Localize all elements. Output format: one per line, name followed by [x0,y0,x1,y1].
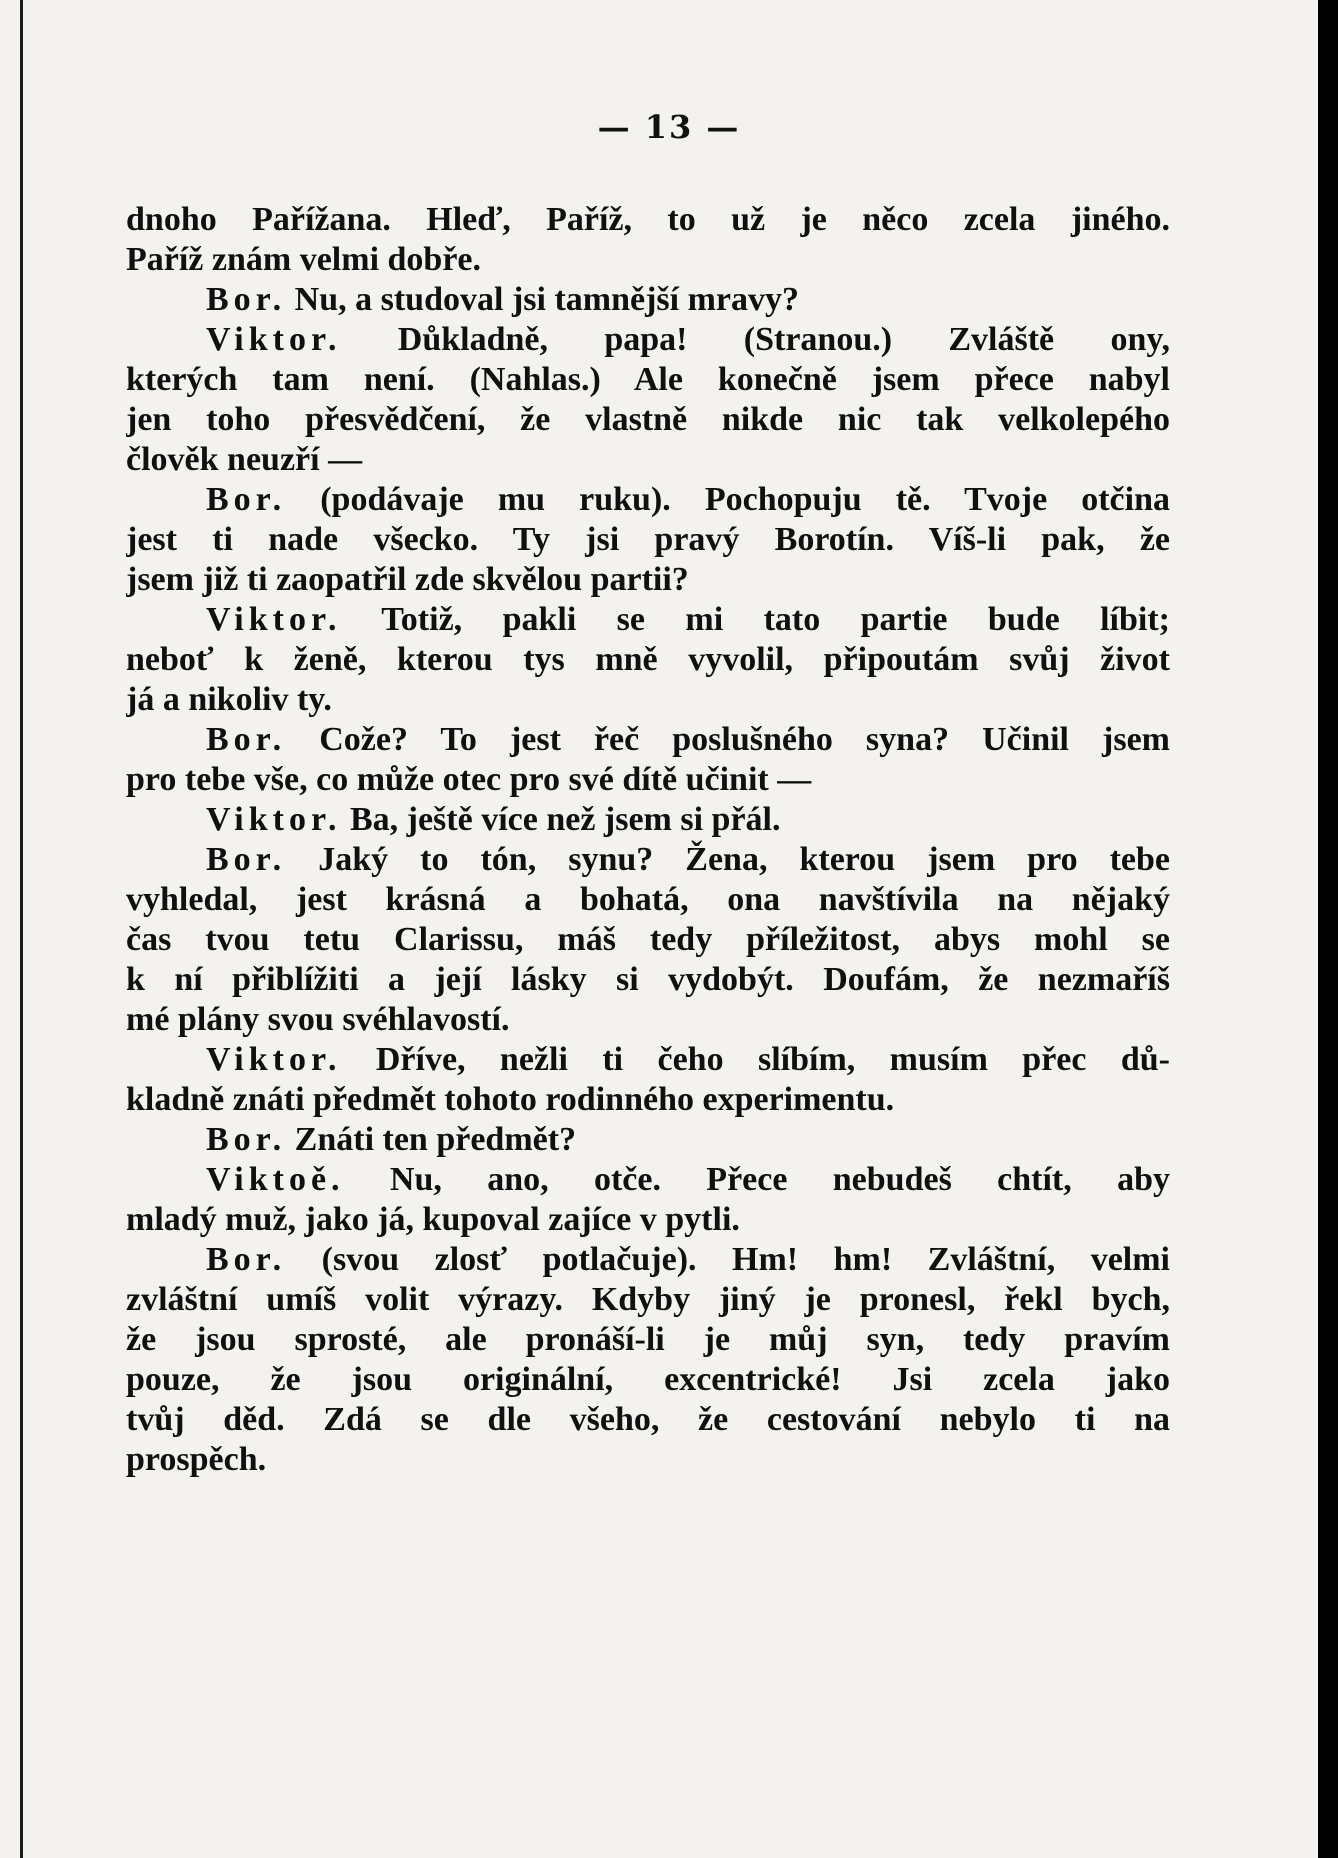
text-line: zvláštní umíš volit výrazy. Kdyby jiný je pronesl, řekl bych, [126,1281,1170,1318]
speaker-name: Bor. [206,1121,287,1158]
text-line: Viktor. Ba, ještě více než jsem si přál. [206,801,781,838]
text-line: mladý muž, jako já, kupoval zajíce v pytli. [126,1201,740,1238]
text-line: pro tebe vše, co může otec pro své dítě učinit — [126,761,812,798]
text-line: Viktor. Důkladně, papa! (Stranou.) Zvláště ony, [206,321,1170,358]
text-line: kladně znáti předmět tohoto rodinného experimentu. [126,1081,895,1118]
text-line: pouze, že jsou originální, excentrické! Jsi zcela jako [126,1361,1170,1398]
speaker-name: Bor. [206,721,287,758]
text-line: kterých tam není. (Nahlas.) Ale konečně jsem přece nabyl [126,361,1170,398]
text-line: čas tvou tetu Clarissu, máš tedy příležitost, abys mohl se [126,921,1170,958]
text-line: prospěch. [126,1441,267,1478]
text-line: Viktor. Dříve, nežli ti čeho slíbím, musím přec dů- [206,1041,1170,1078]
text-line: Bor. Znáti ten předmět? [206,1121,577,1158]
text-line: já a nikoliv ty. [126,681,332,718]
speaker-name: Bor. [206,481,287,518]
text-line: neboť k ženě, kterou tys mně vyvolil, připoutám svůj život [126,641,1170,678]
dialogue-text-block [126,200,1170,1480]
page-edge-shadow [20,0,23,1858]
speaker-name: Viktor. [206,601,342,638]
text-line: tvůj děd. Zdá se dle všeho, že cestování nebylo ti na [126,1401,1170,1438]
text-line: člověk neuzří — [126,441,363,478]
text-line: Paříž znám velmi dobře. [126,241,482,278]
speaker-name: Viktor. [206,801,342,838]
speaker-name: Viktoě. [206,1161,345,1198]
speaker-name: Viktor. [206,321,342,358]
text-line: k ní přiblížiti a její lásky si vydobýt. Doufám, že nezmaříš [126,961,1170,998]
text-line: jest ti nade všecko. Ty jsi pravý Borotín. Víš-li pak, že [126,521,1170,558]
page-number: — 13 — [597,108,741,146]
text-line: mé plány svou svéhlavostí. [126,1001,510,1038]
text-line: Viktoě. Nu, ano, otče. Přece nebudeš chtít, aby [206,1161,1170,1198]
text-line: že jsou sprosté, ale pronáší-li je můj syn, tedy pravím [126,1321,1170,1358]
text-line: jen toho přesvědčení, že vlastně nikde nic tak velkolepého [126,401,1170,438]
text-line: Bor. (svou zlosť potlačuje). Hm! hm! Zvláštní, velmi [206,1241,1170,1278]
text-line: jsem již ti zaopatřil zde skvělou partii? [126,561,689,598]
speaker-name: Bor. [206,841,287,878]
speaker-name: Bor. [206,281,287,318]
speaker-name: Bor. [206,1241,287,1278]
text-line: Bor. Jaký to tón, synu? Žena, kterou jsem pro tebe [206,841,1170,878]
text-line: Viktor. Totiž, pakli se mi tato partie bude líbit; [206,601,1170,638]
text-line: Bor. Cože? To jest řeč poslušného syna? Učinil jsem [206,721,1170,758]
text-line: Bor. Nu, a studoval jsi tamnější mravy? [206,281,799,318]
text-line: Bor. (podávaje mu ruku). Pochopuju tě. Tvoje otčina [206,481,1170,518]
text-line: vyhledal, jest krásná a bohatá, ona navštívila na nějaký [126,881,1170,918]
text-line: dnoho Pařížana. Hleď, Paříž, to už je něco zcela jiného. [126,201,1170,238]
speaker-name: Viktor. [206,1041,342,1078]
